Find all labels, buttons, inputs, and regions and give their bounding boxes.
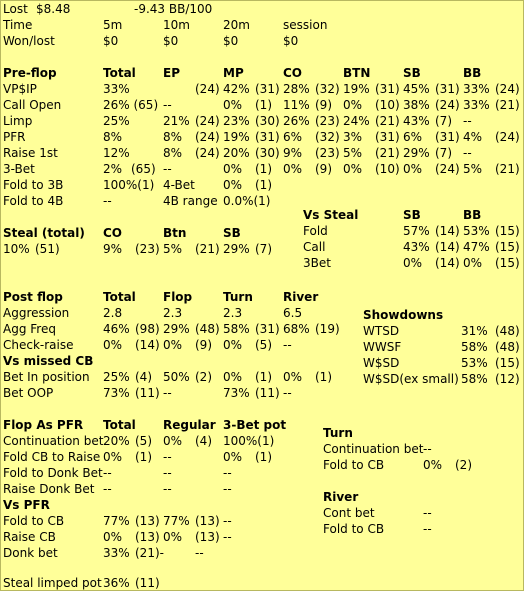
turn-fold-value: 0% — [423, 458, 443, 472]
stat-cell: (31) — [435, 82, 460, 96]
preflop-col-total: Total — [103, 66, 136, 80]
showdown-label-wsd-ex-small: W$SD(ex small) — [363, 372, 459, 386]
flop-pfr-title: Flop As PFR — [3, 418, 84, 432]
wonlost-20m: $0 — [223, 34, 239, 48]
cb-label: Continuation bet — [3, 434, 104, 448]
fold-4b-label: Fold to 4B — [3, 194, 64, 208]
time-label: Time — [3, 18, 33, 32]
stat-cell: -- — [223, 466, 232, 480]
stat-cell: (31) — [255, 322, 280, 336]
river-cont-value: -- — [423, 506, 432, 520]
stat-cell: 29% — [223, 242, 250, 256]
stat-cell: (1) — [255, 450, 272, 464]
stat-cell: 0% — [283, 370, 303, 384]
row-label-pfr: PFR — [3, 130, 26, 144]
stat-cell: 25% — [103, 114, 130, 128]
showdown-label-wsd: W$SD — [363, 356, 400, 370]
stat-cell: 0% — [103, 450, 123, 464]
stat-cell: 77% — [163, 514, 190, 528]
stat-cell: (21) — [495, 98, 520, 112]
stat-cell: (5) — [135, 434, 152, 448]
stat-cell: (5) — [255, 338, 272, 352]
stat-cell: -- — [163, 450, 172, 464]
stat-cell: (23) — [135, 242, 160, 256]
postflop-col-turn: Turn — [223, 290, 253, 304]
stat-cell: 5% — [163, 242, 183, 256]
stat-cell: 38% — [403, 98, 430, 112]
stat-cell: 43% — [403, 114, 430, 128]
stat-cell: 8% — [163, 130, 183, 144]
period-10m: 10m — [163, 18, 190, 32]
stat-cell: 0% — [343, 162, 363, 176]
postflop-col-river: River — [283, 290, 319, 304]
stat-cell: (13) — [195, 514, 220, 528]
stat-cell: 53% — [463, 224, 490, 238]
stat-cell: (31) — [375, 82, 400, 96]
stat-cell: 25% — [103, 370, 130, 384]
showdown-label-wtsd: WTSD — [363, 324, 400, 338]
stat-cell: (14) — [135, 338, 160, 352]
stat-cell: -- — [163, 466, 172, 480]
period-5m: 5m — [103, 18, 123, 32]
stat-cell: 0% — [163, 338, 183, 352]
stat-cell: 43% — [403, 240, 430, 254]
stat-cell: 9% — [103, 242, 123, 256]
vs-steal-col-bb: BB — [463, 208, 482, 222]
row-label-call-open: Call Open — [3, 98, 62, 112]
stat-cell: 2.3 — [163, 306, 183, 320]
row-label-raise-1st: Raise 1st — [3, 146, 58, 160]
stat-cell: 77% — [103, 514, 130, 528]
stat-cell: (23) — [315, 114, 340, 128]
stat-cell: (24) — [195, 146, 220, 160]
wonlost-5m: $0 — [103, 34, 119, 48]
postflop-col-flop: Flop — [163, 290, 193, 304]
stat-cell: 58% — [461, 372, 488, 386]
stat-cell: (30) — [255, 114, 280, 128]
check-raise-label: Check-raise — [3, 338, 74, 352]
stat-cell: 20% — [103, 434, 130, 448]
period-20m: 20m — [223, 18, 250, 32]
steal-limped-label: Steal limped pot — [3, 576, 102, 590]
four-bet-n: (1) — [255, 178, 272, 192]
bb-rate: -9.43 BB/100 — [134, 2, 213, 16]
stat-cell: -- — [163, 386, 172, 400]
stat-cell: 0% — [283, 162, 303, 176]
stat-cell: (21) — [375, 114, 400, 128]
fold-3b-value: 100%(1) — [103, 178, 155, 192]
vs-pfr-title: Vs PFR — [3, 498, 50, 512]
stat-cell: -- — [463, 114, 472, 128]
stat-cell: (24) — [495, 130, 520, 144]
stat-cell: (13) — [135, 530, 160, 544]
stat-cell: (13) — [135, 514, 160, 528]
stat-cell: 20% — [223, 146, 250, 160]
four-bet-range-label: 4B range — [163, 194, 218, 208]
preflop-col-sb: SB — [403, 66, 421, 80]
stat-cell: (21) — [375, 146, 400, 160]
stat-cell: (30) — [255, 146, 280, 160]
stat-cell: (23) — [315, 146, 340, 160]
stat-cell: (21) — [495, 162, 520, 176]
stat-cell: 45% — [403, 82, 430, 96]
steal-limped-n: (11) — [135, 576, 160, 590]
stat-cell: (1) — [255, 98, 272, 112]
stat-cell: 57% — [403, 224, 430, 238]
stat-cell: (4) — [195, 434, 212, 448]
donk-bet-label: Donk bet — [3, 546, 58, 560]
stat-cell: (1) — [255, 162, 272, 176]
stat-cell: (14) — [435, 224, 460, 238]
stat-cell: 3% — [343, 130, 363, 144]
preflop-col-bb: BB — [463, 66, 482, 80]
vs-steal-label-fold: Fold — [303, 224, 328, 238]
wonlost-label: Won/lost — [3, 34, 55, 48]
stat-cell: -- — [163, 162, 172, 176]
stat-cell: 100%(1) — [223, 434, 275, 448]
stat-cell: 73% — [103, 386, 130, 400]
stat-cell: 0% — [103, 338, 123, 352]
stat-cell: 47% — [463, 240, 490, 254]
stat-cell: (1) — [315, 370, 332, 384]
stat-cell: -- — [223, 530, 232, 544]
turn-fold-n: (2) — [455, 458, 472, 472]
bet-oop-label: Bet OOP — [3, 386, 54, 400]
flop-pfr-col-3bet-pot: 3-Bet pot — [223, 418, 287, 432]
stat-cell: 58% — [223, 322, 250, 336]
stat-cell: 0% — [343, 98, 363, 112]
stat-cell: (32) — [315, 82, 340, 96]
stat-cell: 23% — [223, 114, 250, 128]
turn-cb-value: -- — [423, 442, 432, 456]
preflop-title: Pre-flop — [3, 66, 57, 80]
stat-cell: (31) — [375, 130, 400, 144]
stat-cell: -- — [195, 546, 204, 560]
showdown-label-wwsf: WWSF — [363, 340, 402, 354]
stat-cell: (15) — [495, 356, 520, 370]
stat-cell: -- — [223, 514, 232, 528]
stat-cell: (19) — [315, 322, 340, 336]
stat-cell: 12% — [103, 146, 130, 160]
stat-cell: 2% — [103, 162, 123, 176]
four-bet-label: 4-Bet — [163, 178, 195, 192]
stat-cell: 0% — [223, 162, 243, 176]
stat-cell: 6% — [283, 130, 303, 144]
stat-cell: (15) — [495, 224, 520, 238]
vs-steal-label-3bet: 3Bet — [303, 256, 331, 270]
stat-cell: 0% — [163, 530, 183, 544]
turn-cb-label: Continuation bet — [323, 442, 424, 456]
stat-cell: (15) — [495, 240, 520, 254]
stat-cell: (14) — [435, 240, 460, 254]
stat-cell: 0% — [223, 370, 243, 384]
stat-cell: 73% — [223, 386, 250, 400]
stat-cell: 0% — [403, 162, 423, 176]
stat-cell: (7) — [255, 242, 272, 256]
showdowns-title: Showdowns — [363, 308, 444, 322]
stat-cell: 11% — [283, 98, 310, 112]
stat-cell: -- — [283, 386, 292, 400]
stat-cell: 0% — [403, 256, 423, 270]
stat-cell: (9) — [315, 162, 332, 176]
stat-cell: (98) — [135, 322, 160, 336]
vs-missed-cb-title: Vs missed CB — [3, 354, 94, 368]
flop-pfr-col-total: Total — [103, 418, 136, 432]
steal-col-co: CO — [103, 226, 123, 240]
stat-cell: 5% — [343, 146, 363, 160]
fold-to-cb-label: Fold to CB — [3, 514, 65, 528]
river-fold-label: Fold to CB — [323, 522, 385, 536]
stat-cell: 46% — [103, 322, 130, 336]
stat-cell: -- — [223, 482, 232, 496]
stat-cell: 0% — [223, 338, 243, 352]
stat-cell: 9% — [283, 146, 303, 160]
postflop-col-total: Total — [103, 290, 136, 304]
stat-cell: (24) — [435, 162, 460, 176]
stat-cell: 29% — [163, 322, 190, 336]
turn-fold-label: Fold to CB — [323, 458, 385, 472]
steal-total-value: 10% — [3, 242, 30, 256]
stat-cell: -- — [103, 466, 112, 480]
stat-cell: (2) — [195, 370, 212, 384]
steal-col-sb: SB — [223, 226, 241, 240]
stat-cell: (31) — [255, 130, 280, 144]
stat-cell: -- — [163, 98, 172, 112]
lost-label: Lost — [3, 2, 28, 16]
river-fold-value: -- — [423, 522, 432, 536]
stat-cell: (9) — [195, 338, 212, 352]
stat-cell: (24) — [495, 82, 520, 96]
stat-cell: (48) — [495, 340, 520, 354]
wonlost-session: $0 — [283, 34, 299, 48]
vs-steal-label-call: Call — [303, 240, 326, 254]
stat-cell: 33% — [463, 98, 490, 112]
vs-steal-col-sb: SB — [403, 208, 421, 222]
stat-cell: 8% — [163, 146, 183, 160]
stat-cell: (11) — [135, 386, 160, 400]
river-title: River — [323, 490, 359, 504]
raise-cb-label: Raise CB — [3, 530, 56, 544]
stat-cell: (48) — [495, 324, 520, 338]
stat-cell: 19% — [223, 130, 250, 144]
stat-cell: (10) — [375, 98, 400, 112]
stat-cell: 5% — [463, 162, 483, 176]
agg-freq-label: Agg Freq — [3, 322, 56, 336]
lost-amount: $8.48 — [36, 2, 71, 16]
preflop-col-co: CO — [283, 66, 303, 80]
stat-cell: 6.5 — [283, 306, 303, 320]
stat-cell: 68% — [283, 322, 310, 336]
stat-cell: 0% — [223, 98, 243, 112]
stat-cell: (12) — [495, 372, 520, 386]
stat-cell: (24) — [195, 114, 220, 128]
preflop-col-btn: BTN — [343, 66, 371, 80]
stat-cell: 0% — [103, 530, 123, 544]
stat-cell: (11) — [255, 386, 280, 400]
river-cont-label: Cont bet — [323, 506, 375, 520]
steal-title: Steal (total) — [3, 226, 85, 240]
stat-cell: -- — [463, 146, 472, 160]
turn-title: Turn — [323, 426, 353, 440]
stat-cell: 50% — [163, 370, 190, 384]
stat-cell: (48) — [195, 322, 220, 336]
stat-cell: 31% — [461, 324, 488, 338]
stat-cell: (13) — [195, 530, 220, 544]
stat-cell: 0% — [223, 450, 243, 464]
stat-cell: 21% — [163, 114, 190, 128]
stat-cell: (31) — [255, 82, 280, 96]
stat-cell: (65) — [131, 162, 156, 176]
row-label-3bet: 3-Bet — [3, 162, 35, 176]
fold-to-donk-label: Fold to Donk Bet — [3, 466, 103, 480]
stat-cell: 26% (65) — [103, 98, 159, 112]
stat-cell: (1) — [255, 370, 272, 384]
stat-cell: (9) — [315, 98, 332, 112]
four-bet-value: 0% — [223, 178, 243, 192]
stat-cell: (31) — [435, 130, 460, 144]
fold-4b-value: -- — [103, 194, 112, 208]
stat-cell: 58% — [461, 340, 488, 354]
stat-cell: (7) — [435, 146, 452, 160]
stat-cell: 2.8 — [103, 306, 123, 320]
stat-cell: (7) — [435, 114, 452, 128]
stat-cell: 6% — [403, 130, 423, 144]
vs-steal-title: Vs Steal — [303, 208, 359, 222]
bet-in-position-label: Bet In position — [3, 370, 90, 384]
postflop-title: Post flop — [3, 290, 63, 304]
stat-cell: 53% — [461, 356, 488, 370]
stat-cell: (1) — [135, 450, 152, 464]
preflop-col-ep: EP — [163, 66, 180, 80]
preflop-col-mp: MP — [223, 66, 244, 80]
row-label-vpip: VP$IP — [3, 82, 37, 96]
stat-cell: 26% — [283, 114, 310, 128]
steal-limped-value: 36% — [103, 576, 130, 590]
fold-3b-label: Fold to 3B — [3, 178, 64, 192]
stat-cell: 28% — [283, 82, 310, 96]
row-label-limp: Limp — [3, 114, 33, 128]
stat-cell: 29% — [403, 146, 430, 160]
period-session: session — [283, 18, 328, 32]
aggression-label: Aggression — [3, 306, 70, 320]
stat-cell: (24) — [195, 130, 220, 144]
stat-cell: (21) — [195, 242, 220, 256]
stat-cell: (24) — [435, 98, 460, 112]
four-bet-range-value: 0.0%(1) — [223, 194, 271, 208]
wonlost-10m: $0 — [163, 34, 179, 48]
stat-cell: -- — [163, 482, 172, 496]
stat-cell: 0% — [163, 434, 183, 448]
stat-cell: (24) — [195, 82, 220, 96]
stat-cell: (10) — [375, 162, 400, 176]
stat-cell: 4% — [463, 130, 483, 144]
stat-cell: (14) — [435, 256, 460, 270]
flop-pfr-col-regular: Regular — [163, 418, 216, 432]
stat-cell: 8% — [103, 130, 123, 144]
raise-donk-label: Raise Donk Bet — [3, 482, 95, 496]
steal-total-n: (51) — [35, 242, 60, 256]
stat-cell: 24% — [343, 114, 370, 128]
stat-cell: (21)- — [135, 546, 164, 560]
stat-cell: -- — [103, 482, 112, 496]
stat-cell: 2.3 — [223, 306, 243, 320]
stat-cell: 0% — [463, 256, 483, 270]
fold-cb-to-raise-label: Fold CB to Raise — [3, 450, 101, 464]
stat-cell: 19% — [343, 82, 370, 96]
stat-cell: 33% — [103, 82, 130, 96]
stat-cell: 33% — [463, 82, 490, 96]
stat-cell: (32) — [315, 130, 340, 144]
stat-cell: (15) — [495, 256, 520, 270]
steal-col-btn: Btn — [163, 226, 187, 240]
stat-cell: -- — [283, 338, 292, 352]
stat-cell: 42% — [223, 82, 250, 96]
stat-cell: 33% — [103, 546, 130, 560]
stat-cell: (4) — [135, 370, 152, 384]
